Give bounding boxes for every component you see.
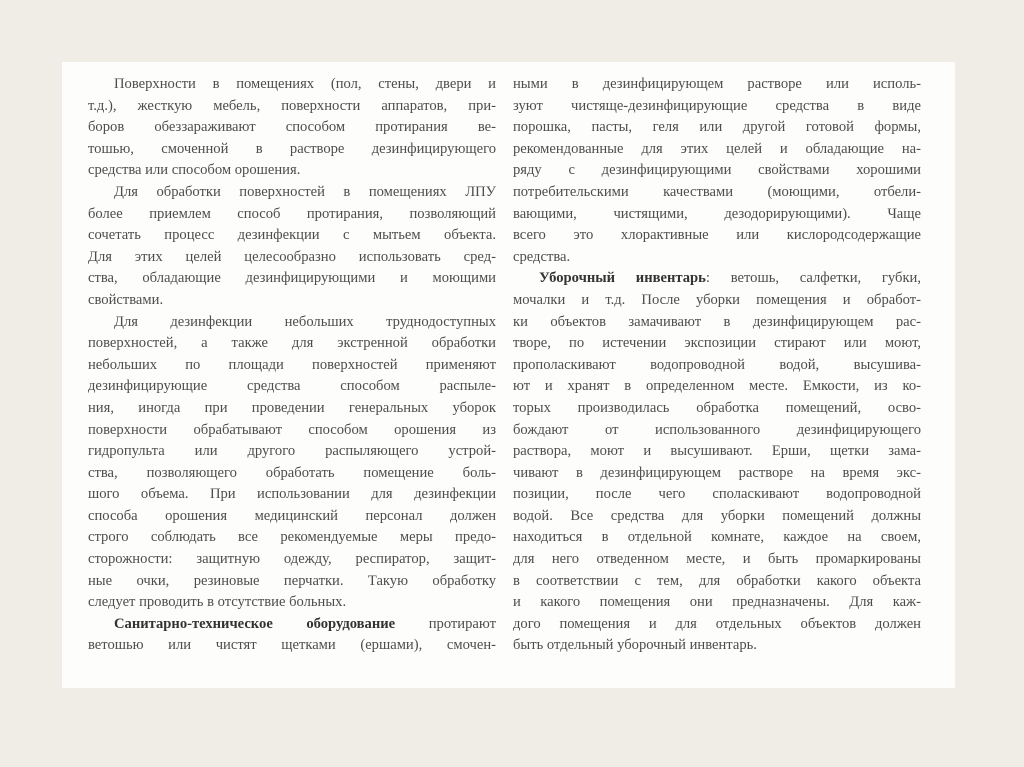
- text-line: Для этих целей целесообразно использовать сред-: [88, 248, 496, 265]
- text-line: средства или способом орошения.: [88, 162, 301, 179]
- text-column-right: [513, 74, 921, 657]
- text-line: сочетать процесс дезинфекции с мытьем объекта.: [88, 227, 496, 244]
- text-line: прополаскивают водопроводной водой, высушива-: [513, 356, 921, 373]
- text-line: порошка, пасты, геля или другой готовой формы,: [513, 119, 921, 136]
- text-line: ные очки, резиновые перчатки. Такую обработку: [88, 572, 496, 589]
- text-line: и какого помещения они предназначены. Для каж-: [513, 594, 921, 611]
- text-line: ными в дезинфицирующем растворе или исполь-: [513, 76, 921, 92]
- text-line: быть отдельный уборочный инвентарь.: [513, 637, 757, 654]
- text-line: раствора, моют и высушивают. Ерши, щетки зама-: [513, 443, 921, 460]
- text-line: Для дезинфекции небольших труднодоступных: [114, 313, 496, 330]
- text-line: свойствами.: [88, 291, 164, 308]
- bold-term: Уборочный инвентарь: [539, 270, 706, 287]
- text-line: позиции, после чего споласкивают водопроводной: [513, 486, 921, 503]
- text-line: творе, по истечении экспозиции стирают или моют,: [513, 335, 921, 352]
- text-line: поверхности обрабатывают способом орошения из: [88, 421, 496, 438]
- text-line: водой. Все средства для уборки помещений должны: [513, 507, 921, 524]
- text-column-left: [88, 74, 496, 657]
- text-line: Поверхности в помещениях (пол, стены, двери и: [114, 76, 496, 92]
- text-line: строго соблюдать все рекомендуемые меры предо-: [88, 529, 496, 546]
- text-line: зуют чистяще-дезинфицирующие средства в виде: [513, 97, 921, 114]
- text-line: дого помещения и для отдельных объектов должен: [513, 615, 921, 632]
- text-line: в соответствии с тем, для обработки какого объекта: [513, 572, 921, 589]
- bold-term: Санитарно-техническое оборудование: [114, 615, 396, 632]
- text-line: для него отведенном месте, и быть промаркированы: [513, 551, 921, 568]
- text-line: ства, обладающие дезинфицирующими и моющими: [88, 270, 496, 287]
- text-line: [88, 614, 496, 636]
- text-line: ряду с дезинфицирующими свойствами хорошими: [513, 162, 921, 179]
- text-line: ства, позволяющего обработать помещение боль-: [88, 464, 496, 481]
- text-line: чивают в дезинфицирующем растворе на время экс-: [513, 464, 921, 481]
- text-line: бождают от использованного дезинфицирующего: [513, 421, 921, 438]
- text-line: средства.: [513, 248, 571, 265]
- text-line: [513, 268, 921, 290]
- line-text: протирают: [395, 615, 496, 632]
- text-line: ют и хранят в определенном месте. Емкости, из ко-: [513, 378, 921, 395]
- text-line: небольших по площади поверхностей применяют: [88, 356, 496, 373]
- text-line: рекомендованные для этих целей и обладающие на-: [513, 140, 921, 157]
- text-line: гидропульта или другого распыляющего устрой-: [88, 443, 496, 460]
- text-line: ния, иногда при проведении генеральных уборок: [88, 399, 496, 416]
- text-line: т.д.), жесткую мебель, поверхности аппаратов, при-: [88, 97, 496, 114]
- text-line: находиться в отдельной комнате, каждое на своем,: [513, 529, 921, 546]
- text-line: потребительскими качествами (моющими, отбели-: [513, 183, 921, 200]
- text-line: боров обеззараживают способом протирания ве-: [88, 119, 496, 136]
- text-line: дезинфицирующие средства способом распыле-: [88, 378, 496, 395]
- text-line: тошью, смоченной в растворе дезинфицирующего: [88, 140, 496, 157]
- text-line: ки объектов замачивают в дезинфицирующем рас-: [513, 313, 921, 330]
- text-line: следует проводить в отсутствие больных.: [88, 594, 347, 611]
- text-line: торых производилась обработка помещений, осво-: [513, 399, 921, 416]
- text-line: способа орошения медицинский персонал должен: [88, 507, 496, 524]
- text-line: сторожности: защитную одежду, респиратор, защит-: [88, 551, 496, 568]
- text-line: ветошью или чистят щетками (ершами), смочен-: [88, 637, 496, 654]
- text-line: поверхностей, а также для экстренной обработки: [88, 335, 496, 352]
- text-line: более приемлем способ протирания, позволяющий: [88, 205, 496, 222]
- text-line: шого объема. При использовании для дезинфекции: [88, 486, 496, 503]
- text-line: всего это хлорактивные или кислородсодержащие: [513, 227, 921, 244]
- line-text: : ветошь, салфетки, губки,: [705, 270, 921, 287]
- text-line: мочалки и т.д. После уборки помещения и обработ-: [513, 291, 921, 308]
- document-page: [62, 62, 955, 688]
- text-line: вающими, чистящими, дезодорирующими). Чаще: [513, 205, 921, 222]
- text-line: Для обработки поверхностей в помещениях ЛПУ: [114, 183, 496, 200]
